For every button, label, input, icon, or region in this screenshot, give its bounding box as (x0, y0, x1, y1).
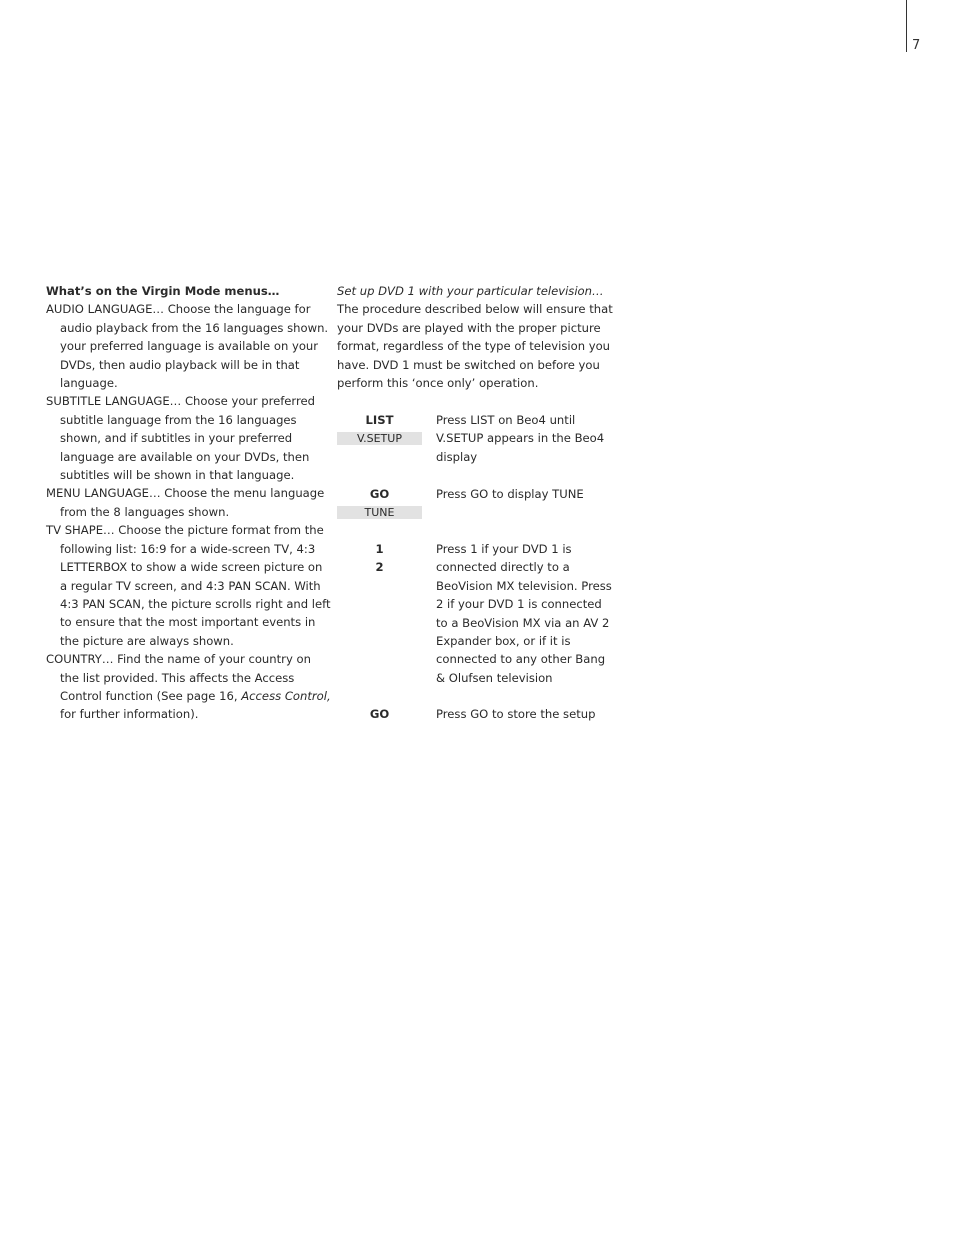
display-tune: TUNE (337, 506, 422, 519)
key-go-store: GO (369, 707, 390, 721)
country-item-text: COUNTRY… Find the name of your country on the list provided. This affects the Access Control function (See page 16, (46, 652, 311, 703)
menus-heading: What’s on the Virgin Mode menus… (46, 284, 280, 298)
key-go: GO (369, 487, 390, 501)
page-number: 7 (912, 38, 921, 53)
setup-intro: The procedure described below will ensure that your DVDs are played with the proper picture format, regardless of the type of television you have. DVD 1 must be switched on before you perform this ‘once only’ operation. (337, 302, 613, 391)
country-item (46, 650, 331, 724)
step-list-desc: Press LIST on Beo4 until V.SETUP appears in the Beo4 display (436, 413, 605, 464)
tv-shape-item: TV SHAPE… Choose the picture format from the following list: 16:9 for a wide-screen TV, 4:3 LETTERBOX to show a wide screen picture on a regular TV screen, and 4:3 PAN SCAN. With 4:3 PAN SCAN, the picture scrolls right and left to ensure that the most important events in the picture are always shown. (46, 523, 331, 648)
country-item-tail: for further information). (60, 707, 199, 722)
key-2: 2 (375, 560, 384, 574)
step-go-store-desc: Press GO to store the setup (436, 707, 596, 721)
step-go-desc: Press GO to display TUNE (436, 487, 584, 501)
left-column (46, 282, 331, 724)
audio-language-item: AUDIO LANGUAGE… Choose the language for audio playback from the 16 languages shown. your preferred language is available on your DVDs, then audio playback will be in that language. (46, 302, 329, 391)
right-column (337, 282, 622, 392)
page-edge-rule (906, 0, 907, 52)
key-list: LIST (365, 413, 394, 427)
menu-language-item: MENU LANGUAGE… Choose the menu language from the 8 languages shown. (46, 486, 325, 519)
access-control-ref: Access Control, (241, 688, 331, 703)
setup-heading: Set up DVD 1 with your particular television… (337, 284, 604, 298)
key-1: 1 (375, 542, 384, 556)
step-1-2-desc: Press 1 if your DVD 1 is connected directly to a BeoVision MX television. Press 2 if your DVD 1 is connected to a BeoVision MX via an AV 2 Expander box, or if it is connected to any other Bang & Olufsen television (436, 542, 612, 685)
display-vsetup: V.SETUP (337, 432, 422, 445)
subtitle-language-item: SUBTITLE LANGUAGE… Choose your preferred subtitle language from the 16 languages shown, and if subtitles in your preferred language are available on your DVDs, then subtitles will be shown in that language. (46, 394, 315, 483)
